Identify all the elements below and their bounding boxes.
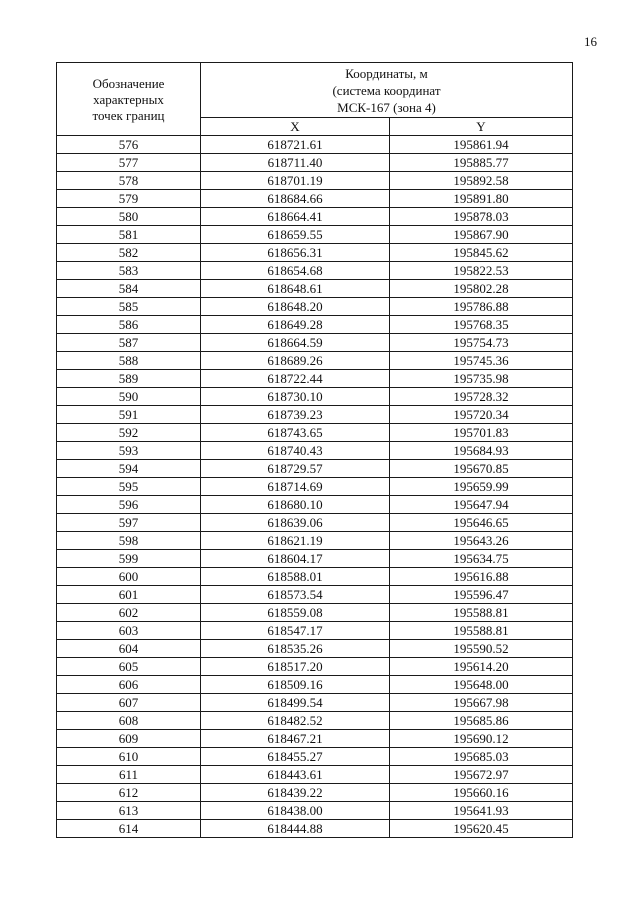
point-number-cell: 597 [57, 514, 201, 532]
point-number-cell: 596 [57, 496, 201, 514]
y-coordinate-cell: 195861.94 [390, 136, 573, 154]
point-number-cell: 588 [57, 352, 201, 370]
point-number-cell: 595 [57, 478, 201, 496]
y-coordinate-cell: 195891.80 [390, 190, 573, 208]
y-coordinate-cell: 195648.00 [390, 676, 573, 694]
table-row [57, 568, 573, 586]
x-coordinate-cell: 618604.17 [201, 550, 390, 568]
table-row [57, 172, 573, 190]
table-row [57, 586, 573, 604]
table-row [57, 136, 573, 154]
table-row [57, 784, 573, 802]
y-coordinate-cell: 195620.45 [390, 820, 573, 838]
point-number-cell: 582 [57, 244, 201, 262]
y-coordinate-cell: 195802.28 [390, 280, 573, 298]
point-number-cell: 592 [57, 424, 201, 442]
y-coordinate-cell: 195614.20 [390, 658, 573, 676]
point-number-cell: 590 [57, 388, 201, 406]
point-number-cell: 599 [57, 550, 201, 568]
x-coordinate-cell: 618648.61 [201, 280, 390, 298]
table-row [57, 298, 573, 316]
y-coordinate-cell: 195728.32 [390, 388, 573, 406]
point-number-cell: 610 [57, 748, 201, 766]
table-row [57, 244, 573, 262]
x-coordinate-cell: 618482.52 [201, 712, 390, 730]
coordinates-header-text: Координаты, м (система координат МСК-167 (зона 4) [332, 65, 441, 115]
point-number-cell: 579 [57, 190, 201, 208]
table-body [57, 136, 573, 838]
y-coordinate-cell: 195660.16 [390, 784, 573, 802]
table-row [57, 370, 573, 388]
point-number-cell: 604 [57, 640, 201, 658]
table-row [57, 334, 573, 352]
y-coordinate-cell: 195590.52 [390, 640, 573, 658]
table-row [57, 766, 573, 784]
x-coordinate-cell: 618659.55 [201, 226, 390, 244]
table-row [57, 406, 573, 424]
y-coordinate-cell: 195672.97 [390, 766, 573, 784]
table-row [57, 640, 573, 658]
point-number-cell: 612 [57, 784, 201, 802]
y-coordinate-cell: 195720.34 [390, 406, 573, 424]
y-coordinate-cell: 195892.58 [390, 172, 573, 190]
y-coordinate-cell: 195596.47 [390, 586, 573, 604]
y-coordinate-cell: 195670.85 [390, 460, 573, 478]
table-row [57, 388, 573, 406]
x-coordinate-cell: 618684.66 [201, 190, 390, 208]
x-coordinate-cell: 618639.06 [201, 514, 390, 532]
x-coordinate-cell: 618455.27 [201, 748, 390, 766]
table-row [57, 748, 573, 766]
y-coordinate-cell: 195685.86 [390, 712, 573, 730]
y-coordinate-cell: 195690.12 [390, 730, 573, 748]
table-row [57, 532, 573, 550]
coordinates-header [201, 63, 573, 118]
y-coordinate-cell: 195735.98 [390, 370, 573, 388]
x-coordinate-cell: 618730.10 [201, 388, 390, 406]
table-row [57, 676, 573, 694]
point-number-cell: 591 [57, 406, 201, 424]
point-number-cell: 614 [57, 820, 201, 838]
point-number-cell: 580 [57, 208, 201, 226]
x-coordinate-cell: 618499.54 [201, 694, 390, 712]
x-coordinate-cell: 618439.22 [201, 784, 390, 802]
table-row [57, 316, 573, 334]
table-row [57, 208, 573, 226]
x-coordinate-cell: 618743.65 [201, 424, 390, 442]
y-coordinate-cell: 195667.98 [390, 694, 573, 712]
point-number-cell: 576 [57, 136, 201, 154]
x-coordinate-cell: 618573.54 [201, 586, 390, 604]
y-coordinate-cell: 195588.81 [390, 604, 573, 622]
x-coordinate-cell: 618656.31 [201, 244, 390, 262]
y-coordinate-cell: 195588.81 [390, 622, 573, 640]
point-number-cell: 581 [57, 226, 201, 244]
point-number-cell: 585 [57, 298, 201, 316]
y-coordinate-cell: 195786.88 [390, 298, 573, 316]
x-coordinate-cell: 618714.69 [201, 478, 390, 496]
y-coordinate-cell: 195754.73 [390, 334, 573, 352]
table-row [57, 226, 573, 244]
x-coordinate-cell: 618547.17 [201, 622, 390, 640]
x-coordinate-cell: 618664.59 [201, 334, 390, 352]
y-coordinate-cell: 195685.03 [390, 748, 573, 766]
y-coordinate-cell: 195641.93 [390, 802, 573, 820]
x-coordinate-cell: 618729.57 [201, 460, 390, 478]
point-number-cell: 598 [57, 532, 201, 550]
table-row [57, 514, 573, 532]
x-coordinate-cell: 618588.01 [201, 568, 390, 586]
y-coordinate-cell: 195885.77 [390, 154, 573, 172]
coordinates-table [56, 62, 573, 838]
table-row [57, 802, 573, 820]
x-coordinate-cell: 618648.20 [201, 298, 390, 316]
x-coordinate-cell: 618739.23 [201, 406, 390, 424]
y-coordinate-cell: 195745.36 [390, 352, 573, 370]
x-coordinate-cell: 618621.19 [201, 532, 390, 550]
point-designation-header [57, 63, 201, 136]
x-coordinate-cell: 618649.28 [201, 316, 390, 334]
y-coordinate-cell: 195684.93 [390, 442, 573, 460]
table-row [57, 442, 573, 460]
point-number-cell: 587 [57, 334, 201, 352]
table-row [57, 424, 573, 442]
point-number-cell: 608 [57, 712, 201, 730]
x-coordinate-cell: 618740.43 [201, 442, 390, 460]
table-row [57, 604, 573, 622]
x-coordinate-cell: 618559.08 [201, 604, 390, 622]
point-number-cell: 584 [57, 280, 201, 298]
x-coordinate-cell: 618664.41 [201, 208, 390, 226]
y-coordinate-cell: 195659.99 [390, 478, 573, 496]
x-coordinate-cell: 618467.21 [201, 730, 390, 748]
table-row [57, 190, 573, 208]
point-number-cell: 611 [57, 766, 201, 784]
point-number-cell: 606 [57, 676, 201, 694]
table-row [57, 712, 573, 730]
y-coordinate-cell: 195634.75 [390, 550, 573, 568]
point-number-cell: 603 [57, 622, 201, 640]
y-coordinate-cell: 195867.90 [390, 226, 573, 244]
point-number-cell: 589 [57, 370, 201, 388]
table-row [57, 496, 573, 514]
y-coordinate-cell: 195845.62 [390, 244, 573, 262]
x-coordinate-cell: 618680.10 [201, 496, 390, 514]
x-coordinate-cell: 618517.20 [201, 658, 390, 676]
y-coordinate-cell: 195878.03 [390, 208, 573, 226]
page-number: 16 [584, 34, 597, 49]
table-row [57, 460, 573, 478]
table-row [57, 478, 573, 496]
x-coordinate-cell: 618509.16 [201, 676, 390, 694]
point-number-cell: 577 [57, 154, 201, 172]
table-row [57, 658, 573, 676]
table-row [57, 262, 573, 280]
y-coordinate-cell: 195647.94 [390, 496, 573, 514]
point-number-cell: 602 [57, 604, 201, 622]
point-number-cell: 607 [57, 694, 201, 712]
table-row [57, 622, 573, 640]
point-number-cell: 613 [57, 802, 201, 820]
y-coordinate-cell: 195643.26 [390, 532, 573, 550]
y-coordinate-cell: 195768.35 [390, 316, 573, 334]
x-coordinate-cell: 618444.88 [201, 820, 390, 838]
y-coordinate-cell: 195616.88 [390, 568, 573, 586]
table-row [57, 352, 573, 370]
x-coordinate-cell: 618438.00 [201, 802, 390, 820]
x-coordinate-cell: 618535.26 [201, 640, 390, 658]
header-row-1 [57, 63, 573, 118]
point-number-cell: 586 [57, 316, 201, 334]
x-coordinate-cell: 618689.26 [201, 352, 390, 370]
point-number-cell: 594 [57, 460, 201, 478]
table-row [57, 280, 573, 298]
table-row [57, 730, 573, 748]
x-axis-header: X [201, 118, 390, 136]
y-axis-header: Y [390, 118, 573, 136]
table-row [57, 154, 573, 172]
point-number-cell: 601 [57, 586, 201, 604]
x-coordinate-cell: 618711.40 [201, 154, 390, 172]
x-coordinate-cell: 618654.68 [201, 262, 390, 280]
point-number-cell: 583 [57, 262, 201, 280]
point-number-cell: 600 [57, 568, 201, 586]
x-coordinate-cell: 618701.19 [201, 172, 390, 190]
table-row [57, 550, 573, 568]
x-coordinate-cell: 618443.61 [201, 766, 390, 784]
table-row [57, 694, 573, 712]
point-number-cell: 593 [57, 442, 201, 460]
table-header [57, 63, 573, 136]
y-coordinate-cell: 195701.83 [390, 424, 573, 442]
point-designation-header-text: Обозначение характерных точек границ [92, 76, 165, 123]
x-coordinate-cell: 618722.44 [201, 370, 390, 388]
y-coordinate-cell: 195646.65 [390, 514, 573, 532]
point-number-cell: 609 [57, 730, 201, 748]
x-coordinate-cell: 618721.61 [201, 136, 390, 154]
table-row [57, 820, 573, 838]
y-coordinate-cell: 195822.53 [390, 262, 573, 280]
point-number-cell: 578 [57, 172, 201, 190]
point-number-cell: 605 [57, 658, 201, 676]
